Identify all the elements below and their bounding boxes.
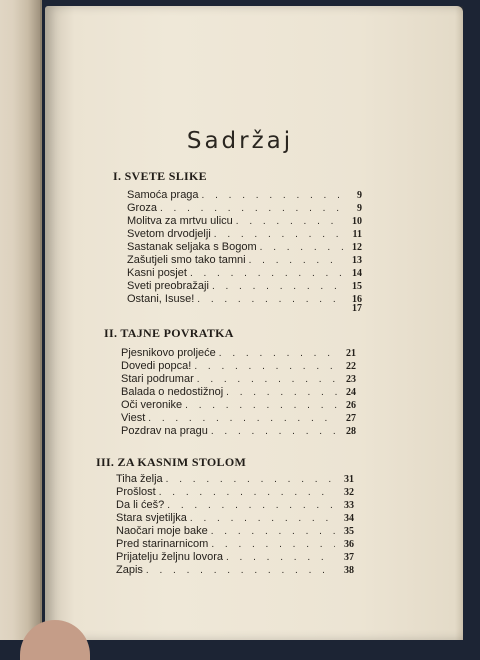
- toc-entry: [127, 241, 362, 254]
- entry-page: 35: [344, 526, 354, 537]
- entry-title: Balada o nedostižnoj: [121, 386, 224, 398]
- leader-dots: [160, 203, 343, 214]
- toc-entry: [121, 373, 356, 386]
- entry-page: 26: [346, 400, 356, 411]
- entry-page: 11: [352, 229, 362, 240]
- leader-dots: [219, 348, 337, 359]
- toc-entry: [121, 386, 356, 399]
- toc-entry: [116, 564, 354, 577]
- entry-page: 31: [344, 474, 354, 485]
- leader-dots: [202, 190, 343, 201]
- leader-dots: [211, 539, 335, 550]
- entry-page: 32: [344, 487, 354, 498]
- entry-page: 10: [352, 216, 362, 227]
- entry-title: Pjesnikovo proljeće: [121, 347, 216, 359]
- toc-entry: [127, 228, 362, 241]
- leader-dots: [190, 513, 335, 524]
- toc-entry-extra: [127, 303, 362, 316]
- entry-title: Prijatelju željnu lovora: [116, 551, 223, 563]
- toc-entry: [121, 425, 356, 438]
- entry-page: 38: [344, 565, 354, 576]
- entry-title: Molitva za mrtvu ulicu: [127, 215, 233, 227]
- leader-dots: [166, 474, 335, 485]
- entry-title: Oči veronike: [121, 399, 183, 411]
- entry-page: 16: [352, 294, 362, 305]
- toc-entry: [121, 360, 356, 373]
- entry-title: Svetom drvodjelji: [127, 228, 211, 240]
- entry-title: Sveti preobražaji: [127, 280, 209, 292]
- section-heading-2: II. TAJNE POVRATKA: [104, 326, 234, 340]
- entry-title: Stari podrumar: [121, 373, 194, 385]
- entry-page: 24: [346, 387, 356, 398]
- entry-page: 33: [344, 500, 354, 511]
- leader-dots: [146, 565, 335, 576]
- leader-dots: [260, 242, 343, 253]
- toc-entry: [127, 189, 362, 202]
- entry-title: Kasni posjet: [127, 267, 187, 279]
- toc-entry: [127, 280, 362, 293]
- entry-page: 23: [346, 374, 356, 385]
- leader-dots: [194, 361, 337, 372]
- entry-page: 14: [352, 268, 362, 279]
- entry-page: 34: [344, 513, 354, 524]
- leader-dots: [211, 426, 337, 437]
- toc-entry: [127, 267, 362, 280]
- leader-dots: [249, 255, 343, 266]
- entry-page: 36: [344, 539, 354, 550]
- leader-dots: [211, 526, 335, 537]
- entry-title: Stara svjetiljka: [116, 512, 187, 524]
- entry-title: Dovedi popca!: [121, 360, 192, 372]
- entry-title: Groza: [127, 202, 157, 214]
- toc-entry: [127, 215, 362, 228]
- entry-page: 12: [352, 242, 362, 253]
- toc-entry: [121, 347, 356, 360]
- entry-page: 28: [346, 426, 356, 437]
- entry-title: Samoća praga: [127, 189, 199, 201]
- toc-entry: [116, 551, 354, 564]
- toc-entry: [116, 499, 354, 512]
- toc-entry: [116, 486, 354, 499]
- entry-page: 9: [357, 203, 362, 214]
- toc-entry: [116, 525, 354, 538]
- entry-title: Ostani, Isuse!: [127, 293, 195, 305]
- entry-title: Da li ćeš?: [116, 499, 165, 511]
- entry-page: 21: [346, 348, 356, 359]
- section-heading-1: I. SVETE SLIKE: [113, 169, 207, 183]
- entry-title: Viest: [121, 412, 146, 424]
- left-page-edge: [0, 0, 42, 640]
- leader-dots: [236, 216, 343, 227]
- leader-dots: [197, 374, 337, 385]
- page-right-edge: [455, 6, 463, 640]
- page-title: Sadržaj: [186, 128, 294, 154]
- toc-entry: [121, 412, 356, 425]
- entry-page: 13: [352, 255, 362, 266]
- leader-dots: [148, 413, 337, 424]
- entry-page: 22: [346, 361, 356, 372]
- leader-dots: [226, 552, 335, 563]
- leader-dots: [159, 487, 335, 498]
- entry-title: Tiha želja: [116, 473, 163, 485]
- leader-dots: [212, 281, 343, 292]
- entry-title: Zapis: [116, 564, 143, 576]
- toc-entry: [116, 512, 354, 525]
- leader-dots: [190, 268, 343, 279]
- leader-dots: [214, 229, 343, 240]
- toc-entry: [116, 473, 354, 486]
- entry-title: Pozdrav na pragu: [121, 425, 208, 437]
- entry-page: 15: [352, 281, 362, 292]
- toc-entry: [127, 254, 362, 267]
- entry-title: Prošlost: [116, 486, 156, 498]
- toc-entry: [127, 202, 362, 215]
- leader-dots: [167, 500, 335, 511]
- leader-dots: [226, 387, 337, 398]
- entry-page: 27: [346, 413, 356, 424]
- entry-page: 37: [344, 552, 354, 563]
- leader-dots: [185, 400, 337, 411]
- entry-title: Zašutjeli smo tako tamni: [127, 254, 246, 266]
- entry-title: Pred starinarnicom: [116, 538, 209, 550]
- section-heading-3: III. ZA KASNIM STOLOM: [96, 455, 247, 469]
- toc-entry: [116, 538, 354, 551]
- toc-entry: [121, 399, 356, 412]
- entry-title: Sastanak seljaka s Bogom: [127, 241, 257, 253]
- entry-page: 9: [357, 190, 362, 201]
- entry-title: Naočari moje bake: [116, 525, 208, 537]
- entry-page: 17: [352, 303, 362, 314]
